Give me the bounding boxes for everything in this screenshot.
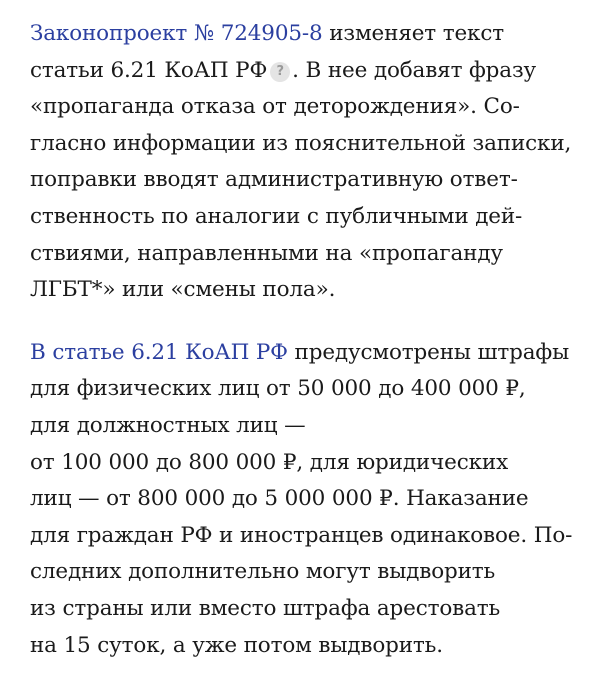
text-line: для физических лиц от 50 000 до 400 000 ₽,: [30, 376, 526, 402]
bill-link[interactable]: Законопроект № 724905-8: [30, 21, 323, 46]
help-icon[interactable]: ?: [270, 62, 290, 82]
text-line: для должностных лиц —: [30, 412, 306, 438]
text-line: лиц — от 800 000 до 5 000 000 ₽. Наказание: [30, 486, 529, 512]
paragraph-fines: [30, 335, 573, 664]
text-line: поправки вводят административную ответ-: [30, 167, 518, 193]
text-line: следних дополнительно могут выдворить: [30, 559, 496, 585]
article-6-21-link[interactable]: В статье 6.21 КоАП РФ: [30, 339, 288, 365]
text-line: для граждан РФ и иностранцев одинаковое. По-: [30, 522, 573, 548]
text-line: ЛГБТ*» или «смены пола».: [30, 277, 336, 303]
text-line: из страны или вместо штрафа арестовать: [30, 595, 501, 621]
text-line: от 100 000 до 800 000 ₽, для юридических: [30, 449, 509, 475]
paragraph-bill-description: [30, 16, 570, 309]
text-line: В статье 6.21 КоАП РФ предусмотрены штрафы: [30, 339, 570, 365]
text-line: на 15 суток, а уже потом выдворить.: [30, 632, 443, 658]
text-line: статьи 6.21 КоАП РФ ? . В нее добавят фразу: [30, 57, 537, 83]
text-line: Законопроект № 724905-8 изменяет текст: [30, 21, 504, 46]
text-line: «пропаганда отказа от деторождения». Со-: [30, 94, 520, 120]
text-line: ствиями, направленными на «пропаганду: [30, 240, 503, 266]
text-line: гласно информации из пояснительной записки,: [30, 130, 572, 156]
text-line: ственность по аналогии с публичными дей-: [30, 203, 523, 229]
